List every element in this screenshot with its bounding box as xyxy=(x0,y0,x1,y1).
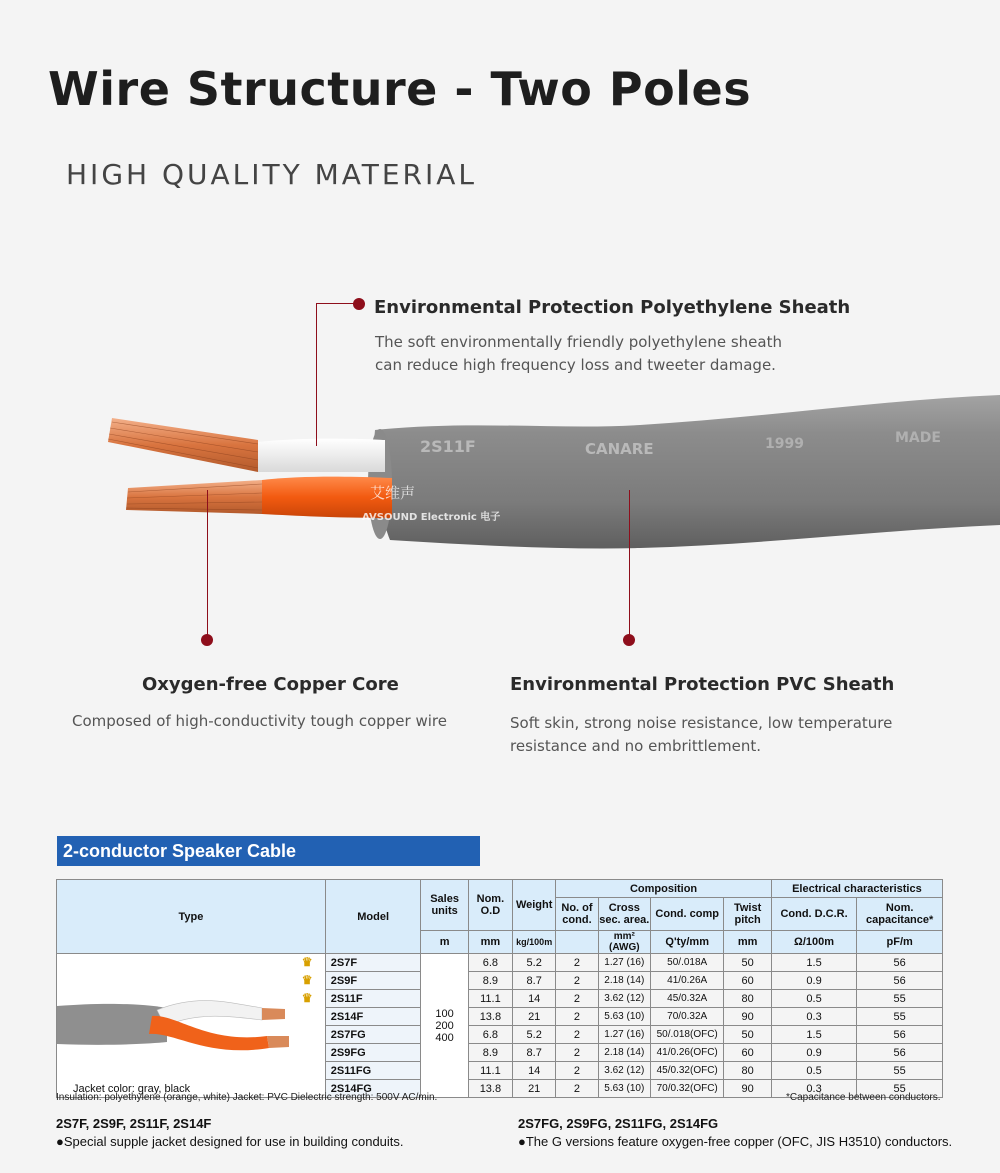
cell-sales-units xyxy=(421,954,468,1098)
unit-cap: pF/m xyxy=(857,931,943,954)
unit-od: mm xyxy=(468,931,512,954)
cell-comp: 50/.018A xyxy=(650,954,723,972)
watermark-cn: 艾维声 xyxy=(370,484,416,502)
cell-weight: 14 xyxy=(513,990,556,1008)
pvc-sheath-desc-1: Soft skin, strong noise resistance, low temperature xyxy=(510,714,893,732)
pe-sheath-leader-v xyxy=(316,303,317,446)
cell-twist: 90 xyxy=(724,1080,771,1098)
cell-cross: 3.62 (12) xyxy=(598,1062,650,1080)
cell-weight: 8.7 xyxy=(513,1044,556,1062)
cell-twist: 50 xyxy=(724,1026,771,1044)
copper-core-leader xyxy=(207,490,208,638)
unit-cross: mm² (AWG) xyxy=(598,931,650,954)
cell-twist: 80 xyxy=(724,990,771,1008)
cell-comp: 41/0.26A xyxy=(650,972,723,990)
cell-dcr: 0.5 xyxy=(771,990,857,1008)
cell-model: 2S14FG xyxy=(325,1080,421,1098)
th-cap: Nom. capacitance* xyxy=(857,898,943,931)
cell-twist: 60 xyxy=(724,972,771,990)
cell-cross: 5.63 (10) xyxy=(598,1008,650,1026)
cell-dcr: 0.9 xyxy=(771,1044,857,1062)
unit-twist: mm xyxy=(724,931,771,954)
pe-sheath-marker xyxy=(353,298,365,310)
cell-weight: 8.7 xyxy=(513,972,556,990)
cell-comp: 45/0.32A xyxy=(650,990,723,1008)
cell-cap: 56 xyxy=(857,972,943,990)
cell-dcr: 0.5 xyxy=(771,1062,857,1080)
copper-core-marker xyxy=(201,634,213,646)
cable-print-model: 2S11F xyxy=(420,437,476,456)
cell-comp: 70/0.32(OFC) xyxy=(650,1080,723,1098)
cable-print-year: 1999 xyxy=(765,436,804,452)
spec-table xyxy=(56,879,943,1098)
page-title: Wire Structure - Two Poles xyxy=(48,62,752,116)
cell-comp: 50/.018(OFC) xyxy=(650,1026,723,1044)
cell-dcr: 1.5 xyxy=(771,1026,857,1044)
cable-diagram xyxy=(57,954,324,1094)
cell-cond: 2 xyxy=(556,954,598,972)
cell-twist: 80 xyxy=(724,1062,771,1080)
crown-icon: ♛ xyxy=(301,955,313,969)
cell-cross: 2.18 (14) xyxy=(598,972,650,990)
cell-twist: 90 xyxy=(724,1008,771,1026)
cell-od: 11.1 xyxy=(468,1062,512,1080)
cable-print-brand: CANARE xyxy=(585,440,654,458)
capacitance-note: *Capacitance between conductors. xyxy=(786,1092,941,1103)
footnote-right-text: The G versions feature oxygen-free copper (OFC, JIS H3510) conductors. xyxy=(525,1134,953,1149)
th-electrical: Electrical characteristics xyxy=(771,880,942,898)
unit-sales: m xyxy=(421,931,468,954)
th-twist: Twist pitch xyxy=(724,898,771,931)
cell-cap: 55 xyxy=(857,1008,943,1026)
footnote-left-title: 2S7F, 2S9F, 2S11F, 2S14F xyxy=(56,1116,212,1131)
watermark-en: AVSOUND Electronic 电子 xyxy=(362,512,501,523)
crown-icon: ♛ xyxy=(301,973,313,987)
copper-core-desc: Composed of high-conductivity tough copper wire xyxy=(72,712,447,730)
cell-comp: 70/0.32A xyxy=(650,1008,723,1026)
unit-cond xyxy=(556,931,598,954)
th-dcr: Cond. D.C.R. xyxy=(771,898,857,931)
cell-cond: 2 xyxy=(556,1008,598,1026)
cell-cap: 55 xyxy=(857,990,943,1008)
table-row xyxy=(57,954,943,972)
cell-cap: 56 xyxy=(857,954,943,972)
cell-cap: 55 xyxy=(857,1080,943,1098)
cell-cond: 2 xyxy=(556,990,598,1008)
cell-cond: 2 xyxy=(556,1080,598,1098)
pe-sheath-desc-2: can reduce high frequency loss and tweeter damage. xyxy=(375,356,776,374)
cell-model: 2S7FG xyxy=(325,1026,421,1044)
pvc-sheath-leader xyxy=(629,490,630,638)
cell-od: 6.8 xyxy=(468,954,512,972)
pvc-sheath-marker xyxy=(623,634,635,646)
cell-od: 11.1 xyxy=(468,990,512,1008)
th-weight: Weight xyxy=(513,880,556,931)
footnote-left xyxy=(56,1134,404,1149)
pe-sheath-leader-h xyxy=(316,303,356,304)
cell-model: 2S11FG xyxy=(325,1062,421,1080)
cell-dcr: 0.3 xyxy=(771,1080,857,1098)
unit-dcr: Ω/100m xyxy=(771,931,857,954)
cell-od: 13.8 xyxy=(468,1080,512,1098)
cell-comp: 45/0.32(OFC) xyxy=(650,1062,723,1080)
cell-dcr: 0.3 xyxy=(771,1008,857,1026)
cell-od: 8.9 xyxy=(468,972,512,990)
spec-banner: 2-conductor Speaker Cable xyxy=(57,836,480,866)
cell-model: 2S14F xyxy=(325,1008,421,1026)
cell-model: 2S9F ♛ xyxy=(325,972,421,990)
pvc-sheath-desc-2: resistance and no embrittlement. xyxy=(510,737,761,755)
bullet-icon: ● xyxy=(518,1134,526,1149)
pe-sheath-title: Environmental Protection Polyethylene Sheath xyxy=(374,297,851,318)
unit-comp: Q'ty/mm xyxy=(650,931,723,954)
cell-model: 2S11F ♛ xyxy=(325,990,421,1008)
cell-model: 2S7F ♛ xyxy=(325,954,421,972)
th-type: Type xyxy=(57,880,326,954)
cell-cross: 5.63 (10) xyxy=(598,1080,650,1098)
th-nom-od: Nom. O.D xyxy=(468,880,512,931)
sales-value: 200 xyxy=(435,1019,454,1032)
cell-cross: 1.27 (16) xyxy=(598,1026,650,1044)
sales-value: 100 xyxy=(435,1007,454,1020)
type-cell xyxy=(57,954,326,1098)
cell-od: 8.9 xyxy=(468,1044,512,1062)
th-sales-units: Sales units xyxy=(421,880,468,931)
th-cross-sec: Cross sec. area. xyxy=(598,898,650,931)
cell-cond: 2 xyxy=(556,1062,598,1080)
cable-photo xyxy=(0,380,1000,570)
jacket-color-note: Jacket color: gray, black xyxy=(73,1083,191,1095)
cell-twist: 50 xyxy=(724,954,771,972)
copper-core-title: Oxygen-free Copper Core xyxy=(142,674,399,695)
cell-weight: 21 xyxy=(513,1080,556,1098)
cable-print-made: MADE xyxy=(895,430,941,446)
pe-sheath-desc-1: The soft environmentally friendly polyethylene sheath xyxy=(375,333,782,351)
footnote-left-text: Special supple jacket designed for use in building conduits. xyxy=(63,1134,404,1149)
cell-cap: 56 xyxy=(857,1026,943,1044)
cell-cap: 56 xyxy=(857,1044,943,1062)
cell-cross: 1.27 (16) xyxy=(598,954,650,972)
cell-weight: 5.2 xyxy=(513,1026,556,1044)
cell-cross: 2.18 (14) xyxy=(598,1044,650,1062)
cell-cross: 3.62 (12) xyxy=(598,990,650,1008)
cell-cap: 55 xyxy=(857,1062,943,1080)
cell-cond: 2 xyxy=(556,972,598,990)
cell-od: 6.8 xyxy=(468,1026,512,1044)
pvc-sheath-title: Environmental Protection PVC Sheath xyxy=(510,674,895,695)
unit-weight: kg/100m xyxy=(513,931,556,954)
cell-cond: 2 xyxy=(556,1026,598,1044)
th-no-cond: No. of cond. xyxy=(556,898,598,931)
th-cond-comp: Cond. comp xyxy=(650,898,723,931)
page-subtitle: HIGH QUALITY MATERIAL xyxy=(66,158,478,191)
cell-dcr: 0.9 xyxy=(771,972,857,990)
cell-weight: 5.2 xyxy=(513,954,556,972)
th-model: Model xyxy=(325,880,421,954)
footnote-right xyxy=(518,1134,952,1149)
cell-twist: 60 xyxy=(724,1044,771,1062)
cell-dcr: 1.5 xyxy=(771,954,857,972)
crown-icon: ♛ xyxy=(301,991,313,1005)
cell-weight: 14 xyxy=(513,1062,556,1080)
th-composition: Composition xyxy=(556,880,771,898)
bullet-icon: ● xyxy=(56,1134,64,1149)
insulation-note: Insulation: polyethylene (orange, white) Jacket: PVC Dielectric strength: 500V AC/min. xyxy=(56,1092,438,1103)
cell-model: 2S9FG xyxy=(325,1044,421,1062)
cell-comp: 41/0.26(OFC) xyxy=(650,1044,723,1062)
cell-weight: 21 xyxy=(513,1008,556,1026)
sales-value: 400 xyxy=(435,1031,454,1044)
footnote-right-title: 2S7FG, 2S9FG, 2S11FG, 2S14FG xyxy=(518,1116,719,1131)
cell-od: 13.8 xyxy=(468,1008,512,1026)
cell-cond: 2 xyxy=(556,1044,598,1062)
